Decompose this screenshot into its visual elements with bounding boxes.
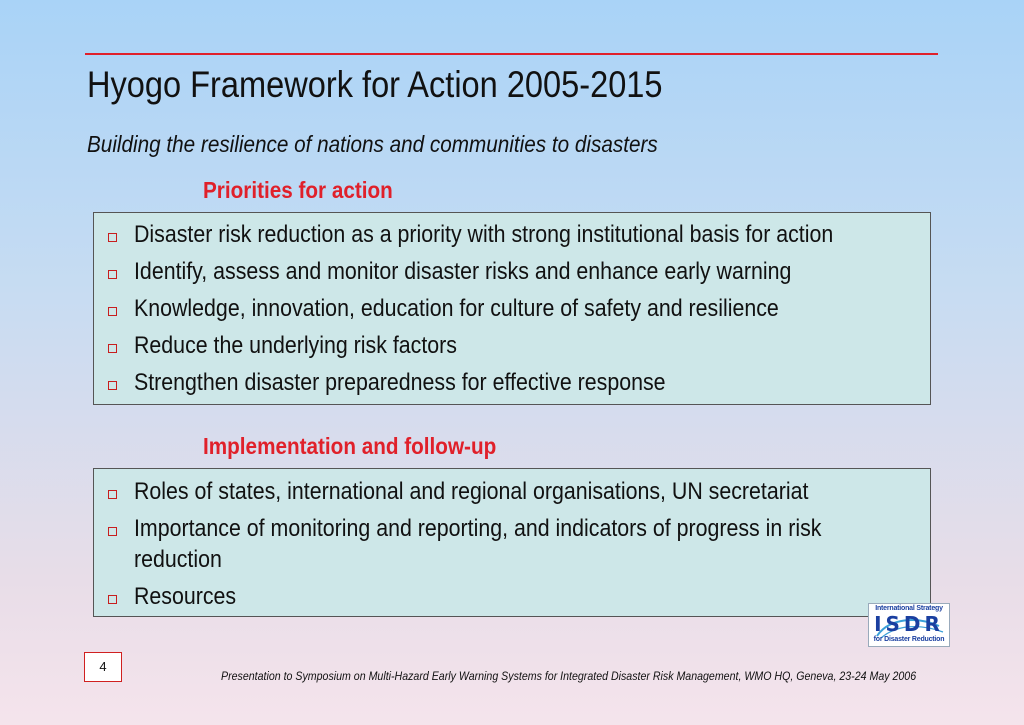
- implementation-heading: Implementation and follow-up: [203, 433, 497, 459]
- square-bullet-icon: [108, 344, 117, 353]
- footer-text: Presentation to Symposium on Multi-Hazard Early Warning Systems for Integrated Disaster Risk Management, WMO HQ, Geneva, 23-24 May 2006: [221, 669, 917, 683]
- page-number: 4: [84, 652, 122, 682]
- priorities-box: [93, 212, 931, 405]
- implementation-list: [94, 476, 930, 612]
- square-bullet-icon: [108, 490, 117, 499]
- square-bullet-icon: [108, 381, 117, 390]
- implementation-box: [93, 468, 931, 617]
- logo-top-text: International Strategy: [875, 605, 943, 612]
- list-item: Identify, assess and monitor disaster risks and enhance early warning: [94, 256, 930, 287]
- square-bullet-icon: [108, 595, 117, 604]
- square-bullet-icon: [108, 233, 117, 242]
- logo-letters: ISDR: [874, 612, 944, 636]
- list-item: Resources: [94, 581, 930, 612]
- list-item: Roles of states, international and regional organisations, UN secretariat: [94, 476, 930, 507]
- list-item: Strengthen disaster preparedness for effective response: [94, 367, 930, 398]
- square-bullet-icon: [108, 307, 117, 316]
- priorities-list: [94, 219, 930, 398]
- list-item: Reduce the underlying risk factors: [94, 330, 930, 361]
- title-rule: [85, 53, 938, 55]
- list-item: Importance of monitoring and reporting, and indicators of progress in risk reduction: [94, 513, 930, 575]
- list-item: Knowledge, innovation, education for culture of safety and resilience: [94, 293, 930, 324]
- square-bullet-icon: [108, 270, 117, 279]
- page-subtitle: Building the resilience of nations and communities to disasters: [87, 131, 658, 157]
- list-item: Disaster risk reduction as a priority with strong institutional basis for action: [94, 219, 930, 250]
- priorities-heading: Priorities for action: [203, 177, 393, 203]
- square-bullet-icon: [108, 527, 117, 536]
- page-title: Hyogo Framework for Action 2005-2015: [87, 64, 663, 105]
- isdr-logo: [868, 603, 950, 647]
- logo-bottom-text: for Disaster Reduction: [873, 636, 945, 643]
